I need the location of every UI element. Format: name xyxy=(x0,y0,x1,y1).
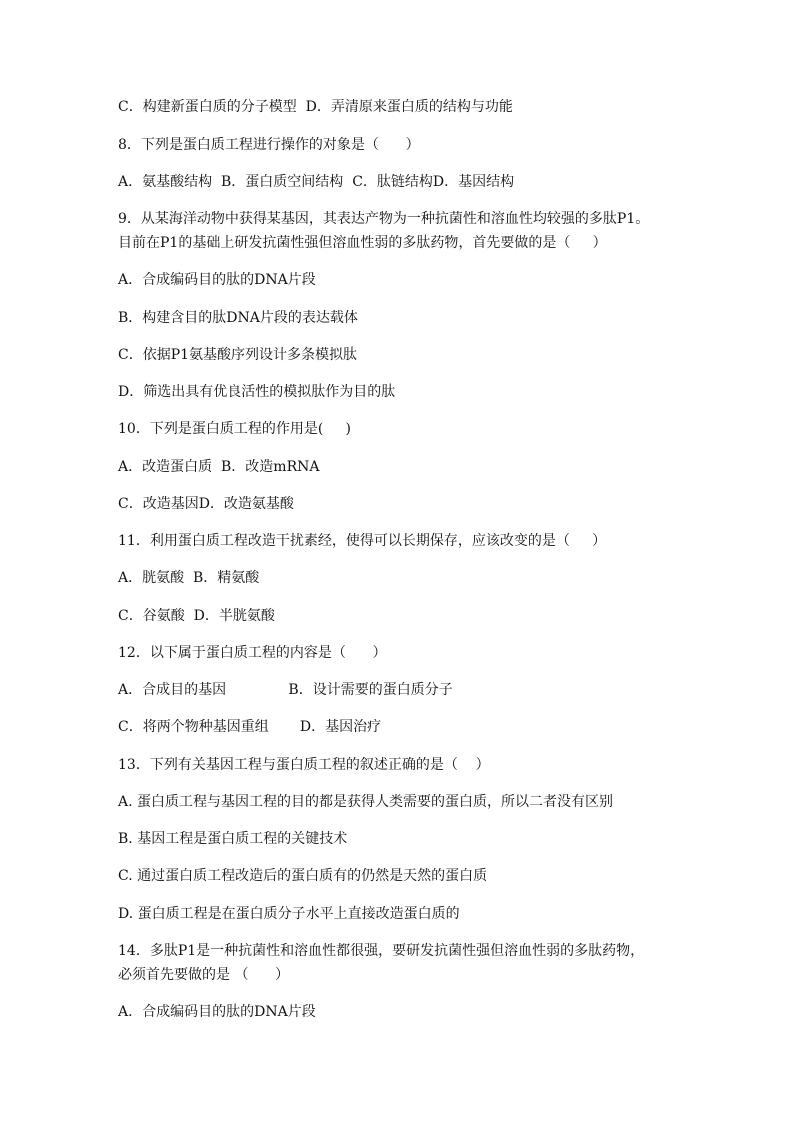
question-13: 13．下列有关基因工程与蛋白质工程的叙述正确的是（ ） xyxy=(118,757,490,773)
question-14-line-2: 必须首先要做的是 （ ） xyxy=(118,967,290,983)
options-12-cd: C．将两个物种基因重组 D．基因治疗 xyxy=(118,719,382,735)
option-9b: B．构建含目的肽DNA片段的表达载体 xyxy=(118,310,358,326)
option-13b: B. 基因工程是蛋白质工程的关键技术 xyxy=(118,831,348,847)
options-10-ab: A．改造蛋白质 B．改造mRNA xyxy=(118,459,320,475)
question-14-line-1: 14．多肽P1是一种抗菌性和溶血性都很强，要研发抗菌性强但溶血性弱的多肽药物， xyxy=(118,943,645,959)
question-9-line-2: 目前在P1的基础上研发抗菌性强但溶血性弱的多肽药物，首先要做的是（ ） xyxy=(118,235,607,251)
options-8: A．氨基酸结构 B．蛋白质空间结构 C．肽链结构D．基因结构 xyxy=(118,174,515,190)
options-12-ab: A．合成目的基因 B．设计需要的蛋白质分子 xyxy=(118,682,453,698)
option-13d: D. 蛋白质工程是在蛋白质分子水平上直接改造蛋白质的 xyxy=(118,906,460,922)
option-9c: C．依据P1氨基酸序列设计多条模拟肽 xyxy=(118,347,358,363)
option-9a: A．合成编码目的肽的DNA片段 xyxy=(118,272,316,288)
option-9d: D．筛选出具有优良活性的模拟肽作为目的肽 xyxy=(118,384,396,400)
options-10-cd: C．改造基因D．改造氨基酸 xyxy=(118,496,294,512)
option-13c: C. 通过蛋白质工程改造后的蛋白质有的仍然是天然的蛋白质 xyxy=(118,868,488,884)
question-12: 12．以下属于蛋白质工程的内容是（ ） xyxy=(118,645,387,661)
question-9-line-1: 9．从某海洋动物中获得某基因，其表达产物为一种抗菌性和溶血性均较强的多肽P1。 xyxy=(118,211,650,227)
question-8: 8．下列是蛋白质工程进行操作的对象是（ ） xyxy=(118,137,420,153)
option-line-7c: C．构建新蛋白质的分子模型 D．弄清原来蛋白质的结构与功能 xyxy=(118,99,513,115)
options-11-cd: C．谷氨酸 D．半胱氨酸 xyxy=(118,608,275,624)
question-10: 10．下列是蛋白质工程的作用是( ) xyxy=(118,421,351,437)
options-11-ab: A．胱氨酸 B．精氨酸 xyxy=(118,570,260,586)
option-13a: A. 蛋白质工程与基因工程的目的都是获得人类需要的蛋白质，所以二者没有区别 xyxy=(118,794,614,810)
option-14a: A．合成编码目的肽的DNA片段 xyxy=(118,1004,316,1020)
question-11: 11．利用蛋白质工程改造干扰素经，使得可以长期保存，应该改变的是（ ） xyxy=(118,533,607,549)
